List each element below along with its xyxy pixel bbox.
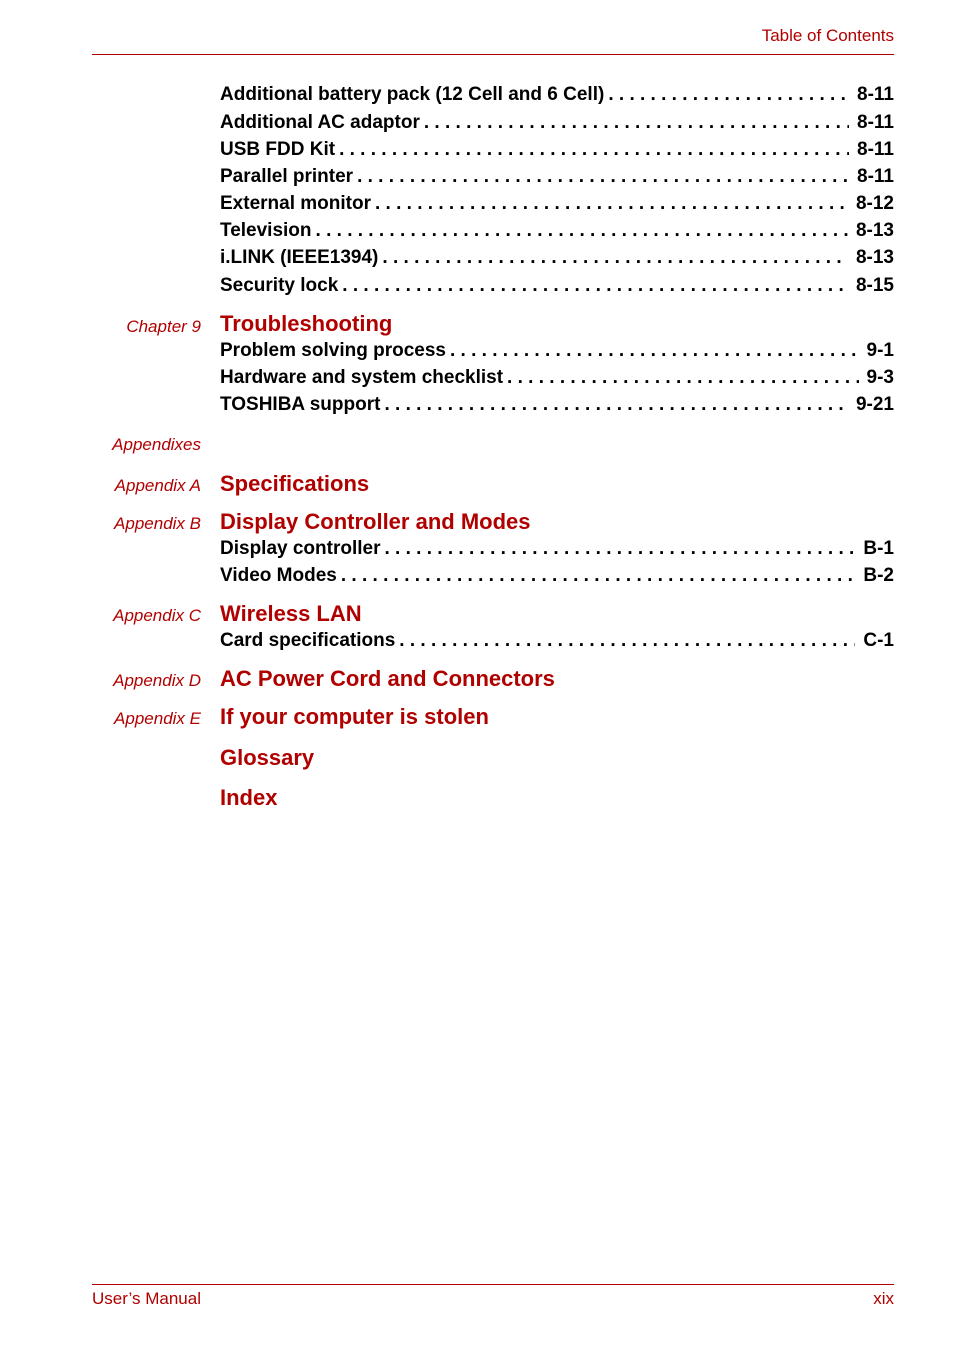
toc-entry[interactable] bbox=[220, 218, 894, 244]
toc-entry-title: Television bbox=[220, 220, 312, 241]
toc-entry-title: Additional battery pack (12 Cell and 6 Cell) bbox=[220, 84, 605, 105]
toc-entry-title: i.LINK (IEEE1394) bbox=[220, 247, 379, 268]
toc-entry-title: Hardware and system checklist bbox=[220, 367, 504, 388]
toc-entry-page: 8-11 bbox=[857, 139, 894, 160]
leader-dots bbox=[608, 82, 849, 108]
toc-entry[interactable] bbox=[220, 245, 894, 271]
toc-entry-page: B-1 bbox=[863, 538, 894, 559]
appendix-label: Appendix A bbox=[114, 476, 201, 495]
footer-rule bbox=[92, 1284, 894, 1285]
toc-entry-title: USB FDD Kit bbox=[220, 139, 336, 160]
leader-dots bbox=[450, 338, 859, 364]
leader-dots bbox=[357, 164, 849, 190]
leader-dots bbox=[339, 137, 849, 163]
leader-dots bbox=[384, 392, 848, 418]
toc-entry-page: C-1 bbox=[863, 630, 894, 651]
toc-entry-page: 9-3 bbox=[866, 367, 894, 388]
appendix-title[interactable]: AC Power Cord and Connectors bbox=[220, 666, 555, 691]
toc-entry-title: Parallel printer bbox=[220, 166, 354, 187]
toc-entry-title: Problem solving process bbox=[220, 340, 446, 361]
footer-page-number: xix bbox=[873, 1289, 894, 1308]
index-title[interactable]: Index bbox=[220, 785, 278, 810]
toc-entry-page: 8-11 bbox=[857, 112, 894, 133]
leader-dots bbox=[382, 245, 848, 271]
toc-entry-page: 8-11 bbox=[857, 166, 894, 187]
toc-entry-title: Card specifications bbox=[220, 630, 396, 651]
toc-entry-page: 8-15 bbox=[855, 275, 894, 296]
leader-dots bbox=[316, 218, 848, 244]
appendix-title[interactable]: Specifications bbox=[220, 471, 370, 496]
toc-entry[interactable] bbox=[220, 338, 894, 364]
header-title: Table of Contents bbox=[761, 26, 894, 45]
appendix-title[interactable]: Display Controller and Modes bbox=[220, 509, 531, 534]
leader-dots bbox=[375, 191, 848, 217]
toc-entry-page: 9-1 bbox=[866, 340, 894, 361]
toc-entry[interactable] bbox=[220, 628, 894, 654]
appendix-label: Appendix D bbox=[113, 671, 201, 690]
toc-entry[interactable] bbox=[220, 392, 894, 418]
toc-entry[interactable] bbox=[220, 137, 894, 163]
appendix-label: Appendix C bbox=[113, 606, 201, 625]
appendixes-label: Appendixes bbox=[112, 435, 201, 454]
leader-dots bbox=[342, 273, 848, 299]
appendix-title[interactable]: If your computer is stolen bbox=[220, 704, 489, 729]
leader-dots bbox=[507, 365, 859, 391]
appendix-label: Appendix E bbox=[114, 709, 201, 728]
toc-entry[interactable] bbox=[220, 191, 894, 217]
leader-dots bbox=[385, 536, 856, 562]
toc-entry-page: B-2 bbox=[863, 565, 894, 586]
toc-entry[interactable] bbox=[220, 536, 894, 562]
toc-entry-page: 8-11 bbox=[857, 84, 894, 105]
leader-dots bbox=[341, 563, 856, 589]
leader-dots bbox=[399, 628, 855, 654]
toc-entry-page: 9-21 bbox=[855, 394, 894, 415]
toc-entry[interactable] bbox=[220, 110, 894, 136]
toc-entry-title: Additional AC adaptor bbox=[220, 112, 420, 133]
glossary-title[interactable]: Glossary bbox=[220, 745, 315, 770]
toc-entry[interactable] bbox=[220, 82, 894, 108]
toc-entry[interactable] bbox=[220, 273, 894, 299]
footer-manual-name: User’s Manual bbox=[92, 1289, 201, 1308]
toc-entry-page: 8-13 bbox=[855, 220, 894, 241]
toc-entry[interactable] bbox=[220, 365, 894, 391]
header-rule bbox=[92, 54, 894, 55]
leader-dots bbox=[424, 110, 849, 136]
toc-entry-title: TOSHIBA support bbox=[220, 394, 381, 415]
toc-entry-title: Video Modes bbox=[220, 565, 337, 586]
toc-entry[interactable] bbox=[220, 563, 894, 589]
toc-entry[interactable] bbox=[220, 164, 894, 190]
chapter-label: Chapter 9 bbox=[126, 317, 201, 336]
appendix-title[interactable]: Wireless LAN bbox=[220, 601, 362, 626]
toc-entry-page: 8-12 bbox=[855, 193, 894, 214]
toc-entry-title: External monitor bbox=[220, 193, 371, 214]
toc-entry-page: 8-13 bbox=[855, 247, 894, 268]
toc-entry-title: Security lock bbox=[220, 275, 339, 296]
appendix-label: Appendix B bbox=[114, 514, 201, 533]
toc-entry-title: Display controller bbox=[220, 538, 381, 559]
chapter-title[interactable]: Troubleshooting bbox=[220, 311, 393, 336]
